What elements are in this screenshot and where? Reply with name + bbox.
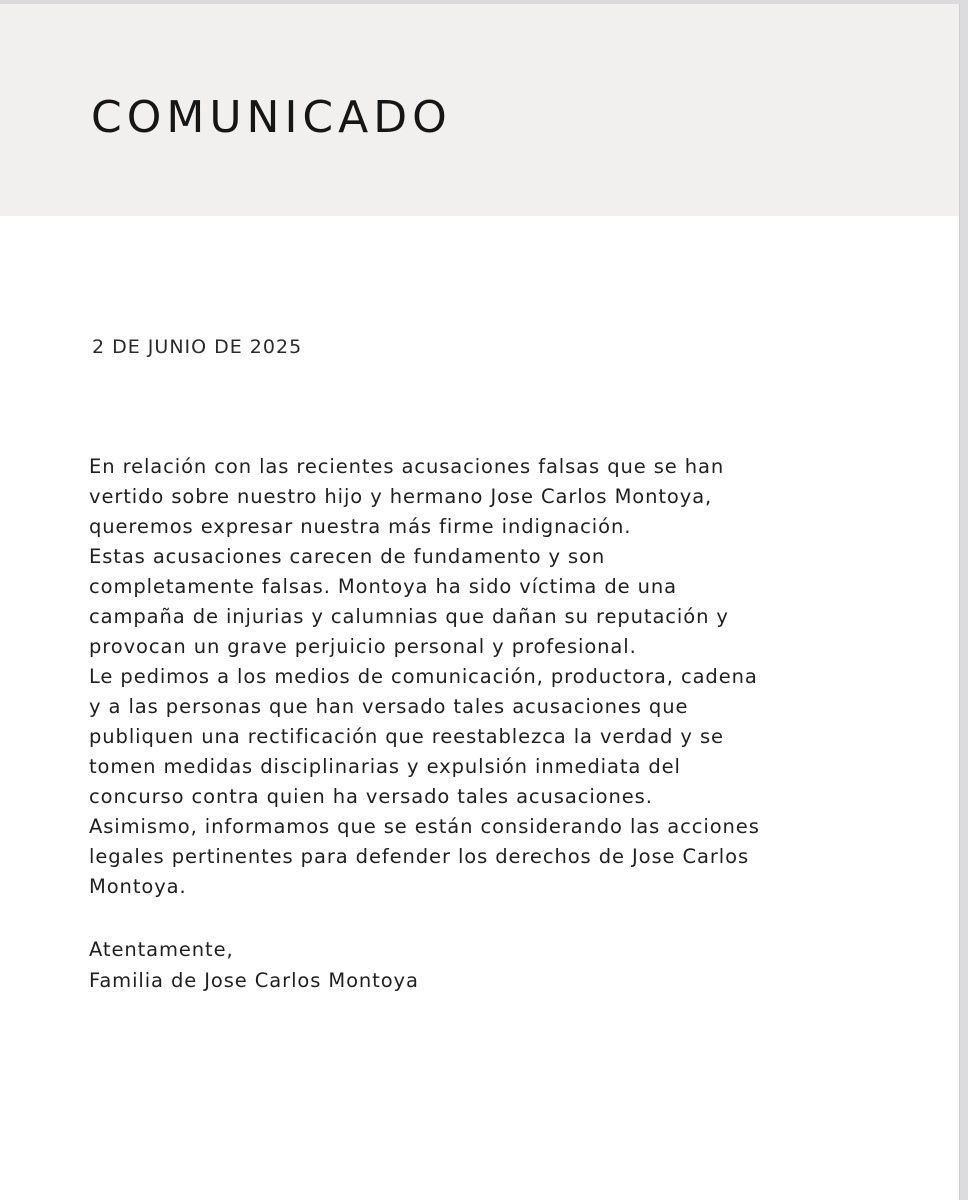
statement-body [89, 452, 889, 902]
body-line: campaña de injurias y calumnias que dañan su reputación y [89, 605, 729, 628]
body-line: concurso contra quien ha versado tales acusaciones. [89, 785, 653, 808]
body-line: Montoya. [89, 875, 187, 898]
body-line: tomen medidas disciplinarias y expulsión inmediata del [89, 755, 681, 778]
body-line: y a las personas que han versado tales acusaciones que [89, 695, 689, 718]
header-band [0, 4, 959, 216]
body-line: Asimismo, informamos que se están considerando las acciones [89, 815, 760, 838]
document-title: COMUNICADO [91, 92, 452, 143]
body-line: Le pedimos a los medios de comunicación, productora, cadena [89, 665, 758, 688]
body-line: provocan un grave perjuicio personal y profesional. [89, 635, 637, 658]
body-line: vertido sobre nuestro hijo y hermano Jose Carlos Montoya, [89, 485, 713, 508]
body-line: completamente falsas. Montoya ha sido víctima de una [89, 575, 678, 598]
body-line: publiquen una rectificación que reestablezca la verdad y se [89, 725, 724, 748]
body-line: Estas acusaciones carecen de fundamento y son [89, 545, 606, 568]
signature: Familia de Jose Carlos Montoya [89, 969, 419, 992]
closing-salutation: Atentamente, [89, 938, 234, 961]
document-date: 2 DE JUNIO DE 2025 [92, 336, 303, 358]
body-line: En relación con las recientes acusaciones falsas que se han [89, 455, 725, 478]
closing-block [89, 934, 419, 996]
body-line: queremos expresar nuestra más firme indignación. [89, 515, 632, 538]
body-line: legales pertinentes para defender los derechos de Jose Carlos [89, 845, 749, 868]
document-page [0, 4, 960, 1200]
